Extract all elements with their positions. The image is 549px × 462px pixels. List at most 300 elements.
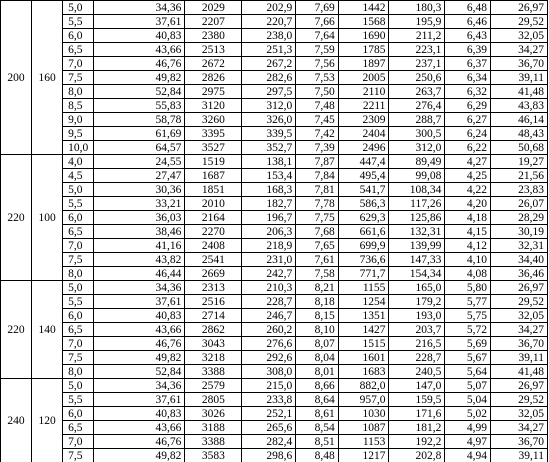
mass-cell: 41,16	[94, 239, 185, 253]
radius-y-cell: 5,64	[445, 365, 491, 379]
radius-x-cell: 7,75	[296, 211, 338, 225]
radius-x-cell: 8,10	[296, 323, 338, 337]
section-modulus-x-cell: 292,6	[242, 351, 296, 365]
area-cell: 29,52	[490, 15, 547, 29]
moment-y-cell: 1217	[338, 449, 389, 462]
moment-y-cell: 882,0	[338, 379, 389, 393]
moment-y-cell: 1254	[338, 295, 389, 309]
radius-y-cell: 5,67	[445, 351, 491, 365]
radius-x-cell: 7,42	[296, 127, 338, 141]
section-modulus-y-cell: 211,2	[389, 29, 445, 43]
mass-cell: 34,36	[94, 281, 185, 295]
thickness-cell: 5,0	[63, 379, 94, 393]
section-modulus-x-cell: 168,3	[242, 183, 296, 197]
section-modulus-x-cell: 297,5	[242, 85, 296, 99]
section-modulus-y-cell: 117,26	[389, 197, 445, 211]
section-modulus-y-cell: 108,34	[389, 183, 445, 197]
radius-y-cell: 4,10	[445, 253, 491, 267]
thickness-cell: 8,0	[63, 365, 94, 379]
thickness-cell: 4,5	[63, 169, 94, 183]
moment-y-cell: 1030	[338, 407, 389, 421]
radius-x-cell: 7,78	[296, 197, 338, 211]
area-cell: 32,05	[490, 29, 547, 43]
radius-x-cell: 8,07	[296, 337, 338, 351]
section-modulus-y-cell: 240,5	[389, 365, 445, 379]
section-modulus-y-cell: 193,0	[389, 309, 445, 323]
width-cell: 160	[32, 1, 63, 155]
mass-cell: 40,83	[94, 407, 185, 421]
moment-y-cell: 1897	[338, 57, 389, 71]
mass-cell: 40,83	[94, 29, 185, 43]
section-modulus-x-cell: 228,7	[242, 295, 296, 309]
radius-x-cell: 8,15	[296, 309, 338, 323]
mass-cell: 46,76	[94, 57, 185, 71]
radius-y-cell: 6,34	[445, 71, 491, 85]
radius-x-cell: 7,87	[296, 155, 338, 169]
section-modulus-x-cell: 210,3	[242, 281, 296, 295]
area-cell: 32,05	[490, 407, 547, 421]
moment-x-cell: 2862	[185, 323, 242, 337]
section-modulus-x-cell: 206,3	[242, 225, 296, 239]
area-cell: 34,40	[490, 253, 547, 267]
table-row	[1, 421, 548, 435]
area-cell: 34,27	[490, 43, 547, 57]
section-modulus-y-cell: 202,8	[389, 449, 445, 462]
section-modulus-x-cell: 252,1	[242, 407, 296, 421]
mass-cell: 64,57	[94, 141, 185, 155]
radius-y-cell: 5,07	[445, 379, 491, 393]
moment-y-cell: 1568	[338, 15, 389, 29]
thickness-cell: 5,5	[63, 197, 94, 211]
moment-x-cell: 2975	[185, 85, 242, 99]
radius-y-cell: 6,24	[445, 127, 491, 141]
mass-cell: 49,82	[94, 449, 185, 462]
area-cell: 28,29	[490, 211, 547, 225]
height-cell: 240	[1, 379, 32, 462]
table-row	[1, 337, 548, 351]
radius-x-cell: 7,39	[296, 141, 338, 155]
area-cell: 32,05	[490, 309, 547, 323]
table-row	[1, 183, 548, 197]
section-modulus-y-cell: 276,4	[389, 99, 445, 113]
mass-cell: 40,83	[94, 309, 185, 323]
table-row	[1, 281, 548, 295]
section-modulus-x-cell: 238,0	[242, 29, 296, 43]
section-modulus-x-cell: 153,4	[242, 169, 296, 183]
section-modulus-x-cell: 308,0	[242, 365, 296, 379]
table-row	[1, 407, 548, 421]
moment-y-cell: 736,6	[338, 253, 389, 267]
moment-x-cell: 1519	[185, 155, 242, 169]
radius-x-cell: 7,48	[296, 99, 338, 113]
mass-cell: 34,36	[94, 1, 185, 15]
radius-x-cell: 7,58	[296, 267, 338, 281]
section-modulus-x-cell: 352,7	[242, 141, 296, 155]
table-row	[1, 71, 548, 85]
radius-y-cell: 6,22	[445, 141, 491, 155]
mass-cell: 46,44	[94, 267, 185, 281]
radius-y-cell: 6,39	[445, 43, 491, 57]
section-modulus-x-cell: 251,3	[242, 43, 296, 57]
moment-y-cell: 2309	[338, 113, 389, 127]
table-row	[1, 379, 548, 393]
radius-x-cell: 8,66	[296, 379, 338, 393]
radius-y-cell: 4,27	[445, 155, 491, 169]
area-cell: 32,31	[490, 239, 547, 253]
section-modulus-y-cell: 237,1	[389, 57, 445, 71]
thickness-cell: 7,0	[63, 57, 94, 71]
moment-y-cell: 771,7	[338, 267, 389, 281]
thickness-cell: 7,0	[63, 337, 94, 351]
section-modulus-y-cell: 181,2	[389, 421, 445, 435]
section-modulus-y-cell: 125,86	[389, 211, 445, 225]
radius-y-cell: 4,99	[445, 421, 491, 435]
section-modulus-x-cell: 282,4	[242, 435, 296, 449]
section-modulus-y-cell: 89,49	[389, 155, 445, 169]
moment-y-cell: 1515	[338, 337, 389, 351]
area-cell: 48,43	[490, 127, 547, 141]
table-row	[1, 113, 548, 127]
moment-x-cell: 3527	[185, 141, 242, 155]
table-row	[1, 365, 548, 379]
moment-x-cell: 2805	[185, 393, 242, 407]
moment-x-cell: 3026	[185, 407, 242, 421]
section-modulus-x-cell: 233,8	[242, 393, 296, 407]
area-cell: 39,11	[490, 351, 547, 365]
moment-y-cell: 1785	[338, 43, 389, 57]
thickness-cell: 8,5	[63, 99, 94, 113]
width-cell: 100	[32, 155, 63, 281]
radius-y-cell: 5,80	[445, 281, 491, 295]
moment-y-cell: 1351	[338, 309, 389, 323]
height-cell: 220	[1, 281, 32, 379]
moment-x-cell: 2380	[185, 29, 242, 43]
moment-x-cell: 3395	[185, 127, 242, 141]
moment-x-cell: 2029	[185, 1, 242, 15]
thickness-cell: 5,5	[63, 15, 94, 29]
radius-y-cell: 4,97	[445, 435, 491, 449]
area-cell: 43,83	[490, 99, 547, 113]
section-modulus-x-cell: 196,7	[242, 211, 296, 225]
section-modulus-y-cell: 203,7	[389, 323, 445, 337]
area-cell: 34,27	[490, 421, 547, 435]
section-modulus-y-cell: 147,33	[389, 253, 445, 267]
moment-x-cell: 3260	[185, 113, 242, 127]
table-row	[1, 43, 548, 57]
mass-cell: 30,36	[94, 183, 185, 197]
thickness-cell: 5,0	[63, 1, 94, 15]
radius-x-cell: 7,81	[296, 183, 338, 197]
table-row	[1, 295, 548, 309]
moment-y-cell: 541,7	[338, 183, 389, 197]
thickness-cell: 8,0	[63, 267, 94, 281]
table-row	[1, 225, 548, 239]
table-row	[1, 197, 548, 211]
mass-cell: 43,66	[94, 43, 185, 57]
radius-y-cell: 6,37	[445, 57, 491, 71]
section-modulus-y-cell: 171,6	[389, 407, 445, 421]
section-modulus-x-cell: 218,9	[242, 239, 296, 253]
moment-y-cell: 1683	[338, 365, 389, 379]
radius-x-cell: 7,45	[296, 113, 338, 127]
mass-cell: 46,76	[94, 337, 185, 351]
section-modulus-x-cell: 220,7	[242, 15, 296, 29]
area-cell: 46,14	[490, 113, 547, 127]
radius-y-cell: 6,27	[445, 113, 491, 127]
radius-x-cell: 8,48	[296, 449, 338, 462]
section-modulus-x-cell: 267,2	[242, 57, 296, 71]
moment-y-cell: 2005	[338, 71, 389, 85]
moment-y-cell: 699,9	[338, 239, 389, 253]
radius-y-cell: 5,72	[445, 323, 491, 337]
section-modulus-x-cell: 298,6	[242, 449, 296, 462]
area-cell: 39,11	[490, 71, 547, 85]
moment-x-cell: 1687	[185, 169, 242, 183]
thickness-cell: 10,0	[63, 141, 94, 155]
moment-x-cell: 2672	[185, 57, 242, 71]
table-row	[1, 211, 548, 225]
table-row	[1, 85, 548, 99]
table-row	[1, 169, 548, 183]
area-cell: 29,52	[490, 393, 547, 407]
area-cell: 39,11	[490, 449, 547, 462]
width-cell: 120	[32, 379, 63, 462]
moment-x-cell: 3043	[185, 337, 242, 351]
area-cell: 34,27	[490, 323, 547, 337]
area-cell: 36,70	[490, 337, 547, 351]
moment-y-cell: 1442	[338, 1, 389, 15]
table-row	[1, 29, 548, 43]
moment-y-cell: 2404	[338, 127, 389, 141]
mass-cell: 46,76	[94, 435, 185, 449]
mass-cell: 37,61	[94, 15, 185, 29]
area-cell: 36,46	[490, 267, 547, 281]
thickness-cell: 5,0	[63, 281, 94, 295]
radius-x-cell: 7,68	[296, 225, 338, 239]
mass-cell: 37,61	[94, 295, 185, 309]
moment-y-cell: 2110	[338, 85, 389, 99]
table-row	[1, 253, 548, 267]
mass-cell: 27,47	[94, 169, 185, 183]
section-modulus-y-cell: 263,7	[389, 85, 445, 99]
mass-cell: 33,21	[94, 197, 185, 211]
section-modulus-y-cell: 195,9	[389, 15, 445, 29]
mass-cell: 34,36	[94, 379, 185, 393]
moment-x-cell: 2516	[185, 295, 242, 309]
section-modulus-y-cell: 228,7	[389, 351, 445, 365]
thickness-cell: 8,0	[63, 85, 94, 99]
radius-y-cell: 4,94	[445, 449, 491, 462]
moment-x-cell: 2313	[185, 281, 242, 295]
height-cell: 220	[1, 155, 32, 281]
area-cell: 19,27	[490, 155, 547, 169]
section-modulus-y-cell: 132,31	[389, 225, 445, 239]
area-cell: 26,97	[490, 1, 547, 15]
section-modulus-y-cell: 179,2	[389, 295, 445, 309]
table-row	[1, 309, 548, 323]
section-modulus-y-cell: 300,5	[389, 127, 445, 141]
thickness-cell: 9,0	[63, 113, 94, 127]
radius-y-cell: 6,46	[445, 15, 491, 29]
radius-x-cell: 8,51	[296, 435, 338, 449]
area-cell: 41,48	[490, 85, 547, 99]
radius-y-cell: 4,15	[445, 225, 491, 239]
section-modulus-y-cell: 192,2	[389, 435, 445, 449]
radius-x-cell: 7,59	[296, 43, 338, 57]
radius-x-cell: 8,61	[296, 407, 338, 421]
area-cell: 50,68	[490, 141, 547, 155]
mass-cell: 55,83	[94, 99, 185, 113]
mass-cell: 43,66	[94, 421, 185, 435]
area-cell: 23,83	[490, 183, 547, 197]
radius-x-cell: 8,04	[296, 351, 338, 365]
table-row	[1, 127, 548, 141]
moment-x-cell: 2579	[185, 379, 242, 393]
mass-cell: 61,69	[94, 127, 185, 141]
moment-x-cell: 1851	[185, 183, 242, 197]
height-cell: 200	[1, 1, 32, 155]
radius-x-cell: 8,54	[296, 421, 338, 435]
section-modulus-y-cell: 216,5	[389, 337, 445, 351]
thickness-cell: 7,5	[63, 449, 94, 462]
moment-x-cell: 3388	[185, 435, 242, 449]
moment-x-cell: 2826	[185, 71, 242, 85]
radius-y-cell: 4,20	[445, 197, 491, 211]
radius-y-cell: 6,32	[445, 85, 491, 99]
area-cell: 41,48	[490, 365, 547, 379]
area-cell: 21,56	[490, 169, 547, 183]
moment-y-cell: 2211	[338, 99, 389, 113]
area-cell: 26,07	[490, 197, 547, 211]
section-modulus-x-cell: 215,0	[242, 379, 296, 393]
moment-y-cell: 1601	[338, 351, 389, 365]
radius-x-cell: 7,84	[296, 169, 338, 183]
moment-x-cell: 2010	[185, 197, 242, 211]
thickness-cell: 6,5	[63, 421, 94, 435]
radius-x-cell: 7,56	[296, 57, 338, 71]
mass-cell: 52,84	[94, 365, 185, 379]
table-row	[1, 393, 548, 407]
area-cell: 29,52	[490, 295, 547, 309]
mass-cell: 38,46	[94, 225, 185, 239]
table-row	[1, 15, 548, 29]
section-modulus-y-cell: 154,34	[389, 267, 445, 281]
thickness-cell: 9,5	[63, 127, 94, 141]
section-modulus-y-cell: 139,99	[389, 239, 445, 253]
moment-y-cell: 586,3	[338, 197, 389, 211]
thickness-cell: 6,0	[63, 407, 94, 421]
section-modulus-x-cell: 326,0	[242, 113, 296, 127]
area-cell: 26,97	[490, 379, 547, 393]
area-cell: 26,97	[490, 281, 547, 295]
table-row	[1, 323, 548, 337]
radius-y-cell: 5,77	[445, 295, 491, 309]
mass-cell: 43,66	[94, 323, 185, 337]
table-row	[1, 141, 548, 155]
section-modulus-x-cell: 182,7	[242, 197, 296, 211]
section-modulus-x-cell: 246,7	[242, 309, 296, 323]
radius-y-cell: 4,08	[445, 267, 491, 281]
radius-x-cell: 7,69	[296, 1, 338, 15]
moment-y-cell: 1155	[338, 281, 389, 295]
radius-y-cell: 6,29	[445, 99, 491, 113]
moment-x-cell: 2541	[185, 253, 242, 267]
section-modulus-y-cell: 312,0	[389, 141, 445, 155]
radius-x-cell: 7,53	[296, 71, 338, 85]
radius-y-cell: 6,48	[445, 1, 491, 15]
radius-y-cell: 6,43	[445, 29, 491, 43]
table-row	[1, 57, 548, 71]
section-modulus-x-cell: 312,0	[242, 99, 296, 113]
moment-x-cell: 2714	[185, 309, 242, 323]
thickness-cell: 7,5	[63, 253, 94, 267]
section-modulus-x-cell: 339,5	[242, 127, 296, 141]
moment-x-cell: 3388	[185, 365, 242, 379]
width-cell: 140	[32, 281, 63, 379]
thickness-cell: 5,5	[63, 393, 94, 407]
section-modulus-y-cell: 223,1	[389, 43, 445, 57]
mass-cell: 49,82	[94, 71, 185, 85]
thickness-cell: 5,0	[63, 183, 94, 197]
moment-y-cell: 1427	[338, 323, 389, 337]
radius-y-cell: 5,02	[445, 407, 491, 421]
area-cell: 36,70	[490, 57, 547, 71]
moment-x-cell: 3218	[185, 351, 242, 365]
section-modulus-x-cell: 242,7	[242, 267, 296, 281]
thickness-cell: 4,0	[63, 155, 94, 169]
radius-x-cell: 7,61	[296, 253, 338, 267]
moment-x-cell: 2669	[185, 267, 242, 281]
radius-y-cell: 4,25	[445, 169, 491, 183]
moment-x-cell: 3120	[185, 99, 242, 113]
radius-x-cell: 7,50	[296, 85, 338, 99]
table-body	[1, 1, 548, 462]
mass-cell: 37,61	[94, 393, 185, 407]
area-cell: 30,19	[490, 225, 547, 239]
table-row	[1, 435, 548, 449]
thickness-cell: 6,0	[63, 211, 94, 225]
radius-x-cell: 7,66	[296, 15, 338, 29]
radius-x-cell: 8,01	[296, 365, 338, 379]
thickness-cell: 7,5	[63, 71, 94, 85]
mass-cell: 36,03	[94, 211, 185, 225]
thickness-cell: 7,5	[63, 351, 94, 365]
section-modulus-y-cell: 147,0	[389, 379, 445, 393]
moment-y-cell: 629,3	[338, 211, 389, 225]
moment-x-cell: 3188	[185, 421, 242, 435]
thickness-cell: 6,5	[63, 323, 94, 337]
moment-x-cell: 3583	[185, 449, 242, 462]
radius-y-cell: 4,12	[445, 239, 491, 253]
radius-x-cell: 8,64	[296, 393, 338, 407]
radius-y-cell: 5,04	[445, 393, 491, 407]
moment-y-cell: 1087	[338, 421, 389, 435]
section-modulus-x-cell: 282,6	[242, 71, 296, 85]
moment-x-cell: 2408	[185, 239, 242, 253]
radius-x-cell: 8,21	[296, 281, 338, 295]
radius-y-cell: 5,69	[445, 337, 491, 351]
area-cell: 36,70	[490, 435, 547, 449]
section-modulus-y-cell: 180,3	[389, 1, 445, 15]
thickness-cell: 6,5	[63, 43, 94, 57]
moment-x-cell: 2164	[185, 211, 242, 225]
moment-y-cell: 957,0	[338, 393, 389, 407]
radius-x-cell: 7,64	[296, 29, 338, 43]
table-row	[1, 1, 548, 15]
moment-x-cell: 2513	[185, 43, 242, 57]
mass-cell: 49,82	[94, 351, 185, 365]
moment-y-cell: 661,6	[338, 225, 389, 239]
